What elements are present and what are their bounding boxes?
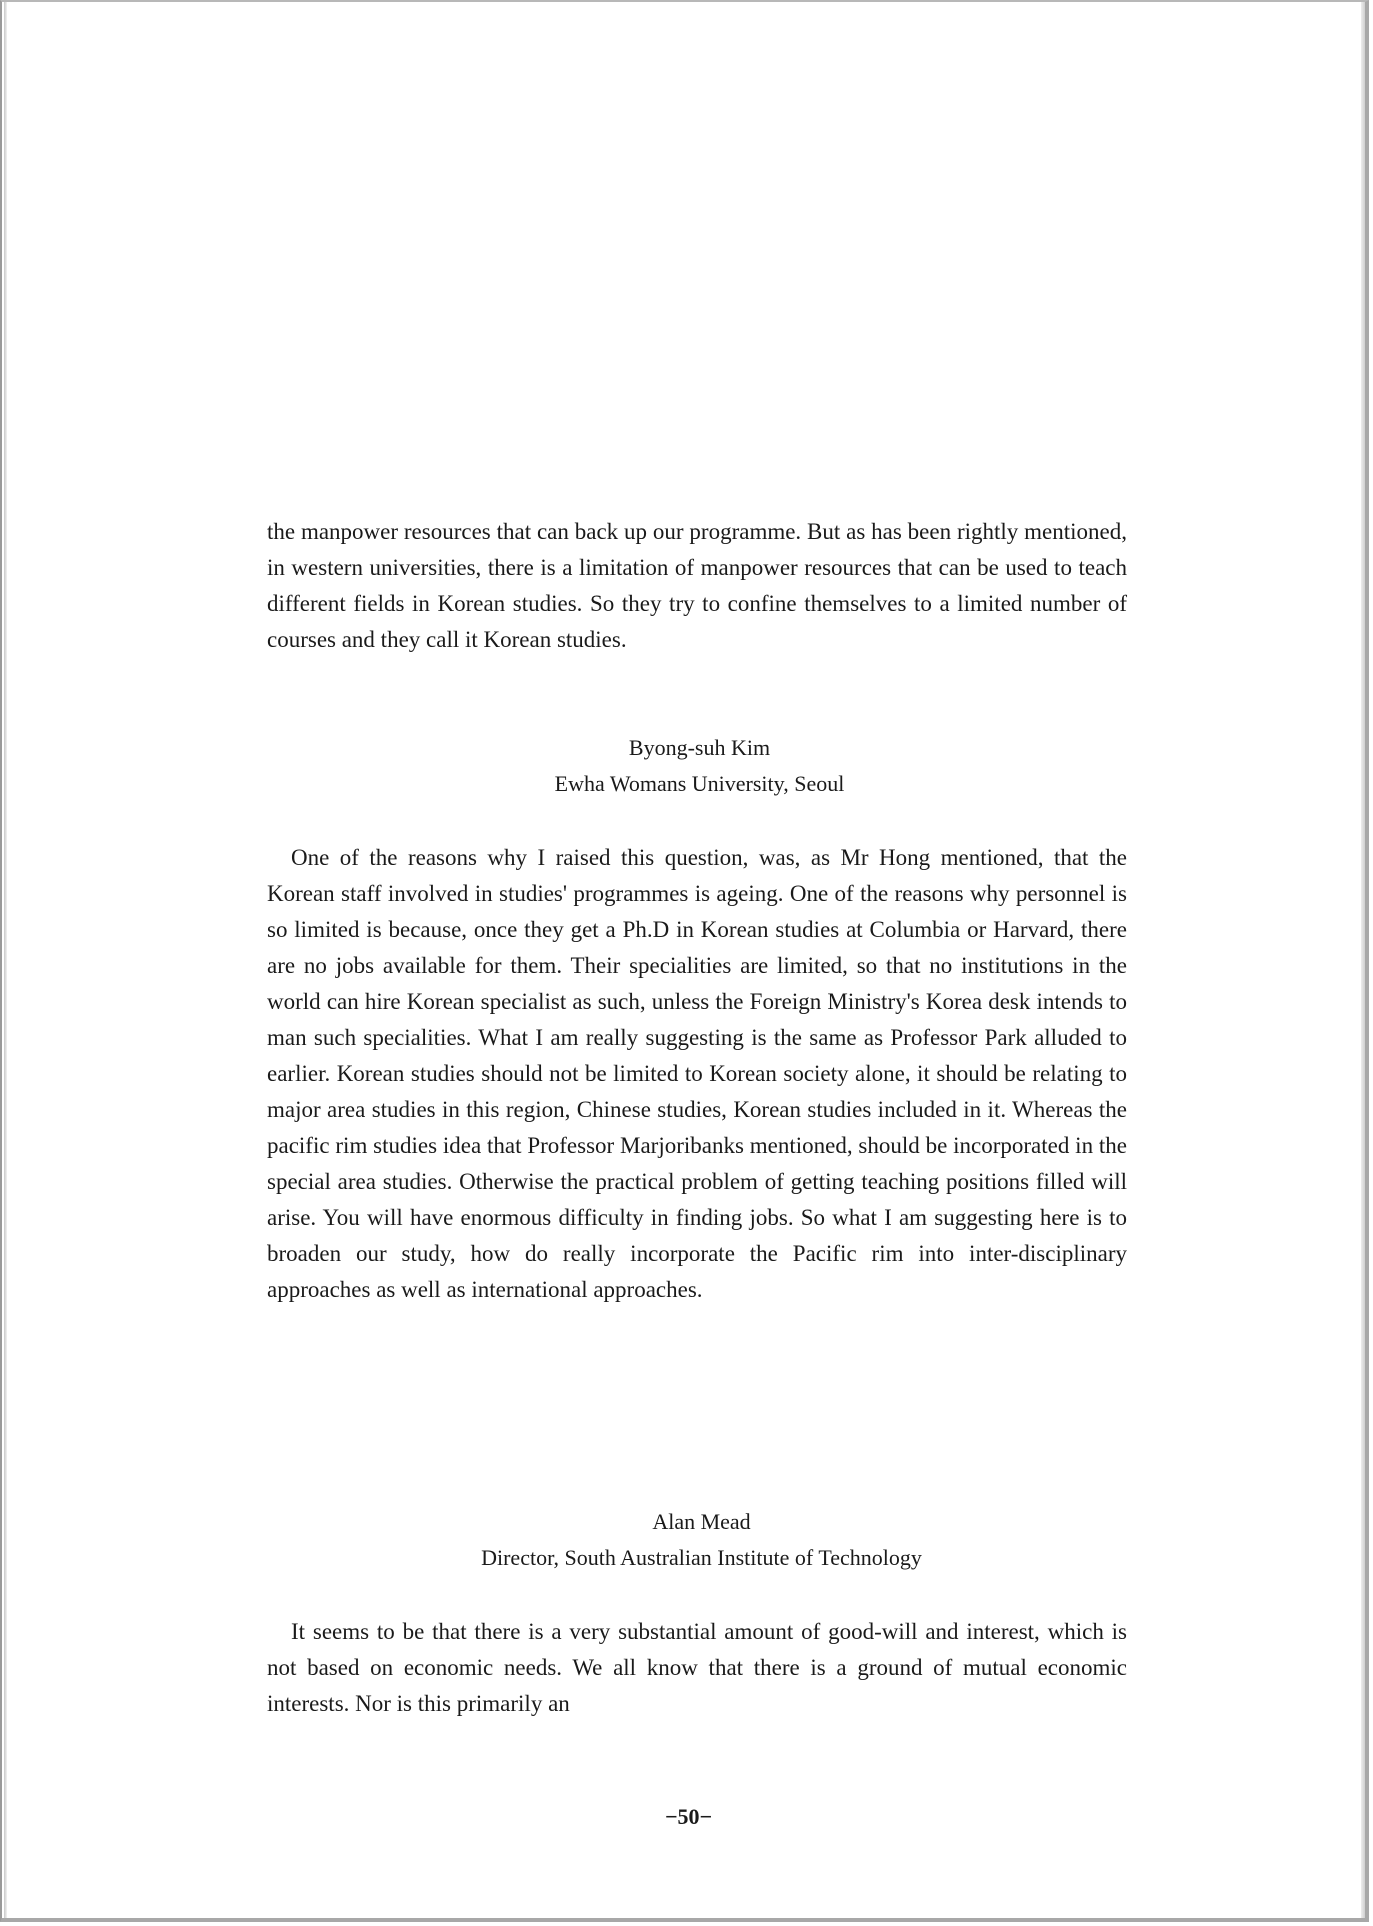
speaker-heading — [274, 1504, 1129, 1576]
speaker-affiliation: Ewha Womans University, Seoul — [554, 771, 845, 796]
paragraph-kim-remarks: One of the reasons why I raised this question, was, as Mr Hong mentioned, that the Korean staff involved in studies' programmes is ageing. One of the reasons why personnel is so limited is because, once they get a Ph.D in Korean studies at Columbia or Harvard, there are no jobs available for them. Their specialities are limited, so that no institutions in the world can hire Korean specialist as such, unless the Foreign Ministry's Korea desk intends to man such specialities. What I am really suggesting is the same as Professor Park alluded to earlier. Korean studies should not be limited to Korean society alone, it should be relating to major area studies in this region, Chinese studies, Korean studies included in it. Whereas the pacific rim studies idea that Professor Marjoribanks mentioned, should be incorporated in the special area studies. Otherwise the practical problem of getting teaching positions filled will arise. You will have enormous difficulty in finding jobs. So what I am suggesting here is to broaden our study, how do really incorporate the Pacific rim into inter-disciplinary approaches as well as international approaches. — [267, 845, 1127, 1302]
speaker-heading — [272, 730, 1127, 802]
paragraph-mead-remarks: It seems to be that there is a very substantial amount of good-will and interest, which is not based on economic needs. We all know that there is a ground of mutual economic interests. Nor is this primarily an — [267, 1619, 1127, 1716]
page-number: −50− — [664, 1804, 713, 1829]
paragraph-continuation: the manpower resources that can back up our programme. But as has been rightly mentioned, in western universities, there is a limitation of manpower resources that can be used to teach different fields in Korean studies. So they try to confine themselves to a limited number of courses and they call it Korean studies. — [267, 519, 1127, 652]
speaker-affiliation: Director, South Australian Institute of Technology — [481, 1545, 922, 1570]
speaker-name: Alan Mead — [652, 1509, 751, 1534]
speaker-name: Byong-suh Kim — [628, 735, 771, 760]
